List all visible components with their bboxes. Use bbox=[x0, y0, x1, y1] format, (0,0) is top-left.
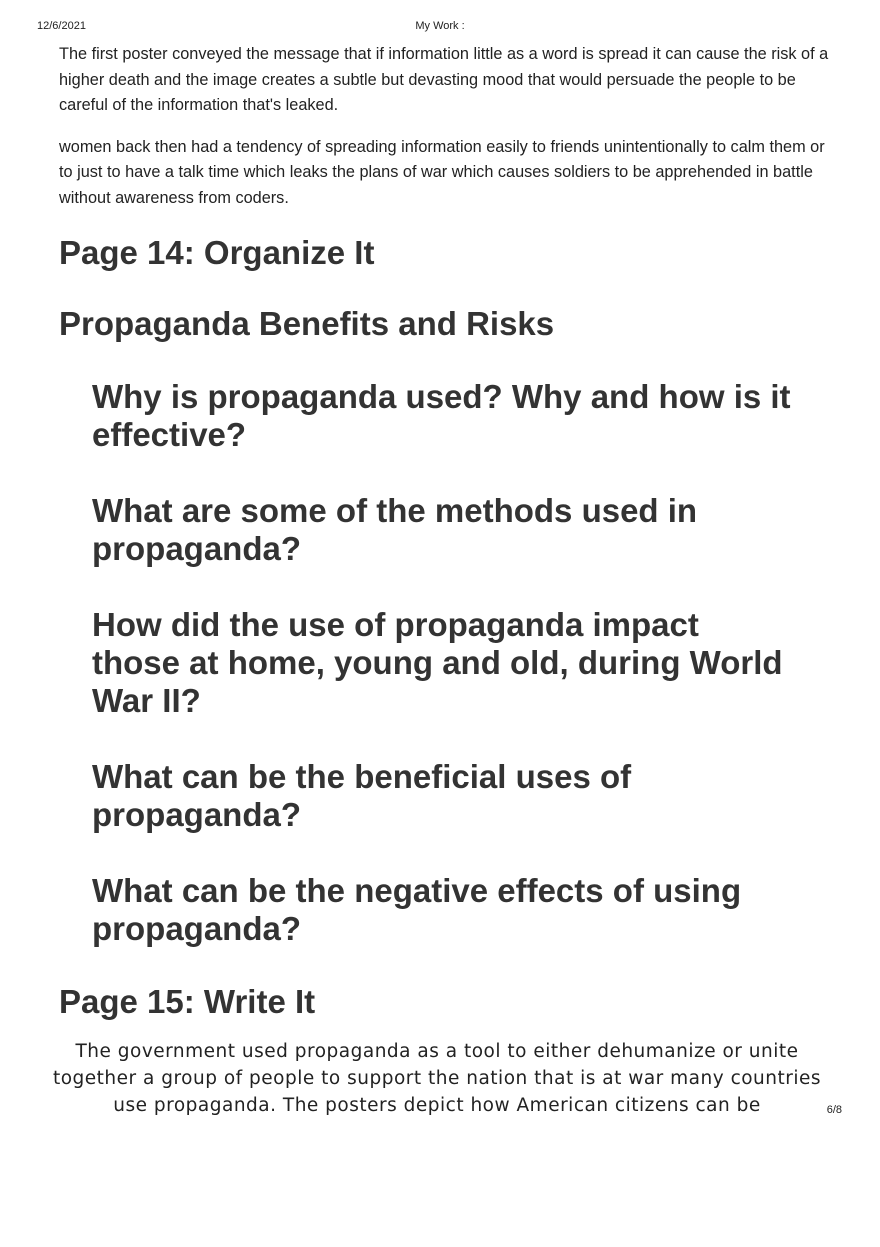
print-date: 12/6/2021 bbox=[37, 20, 86, 32]
heading-page-14: Page 14: Organize It bbox=[59, 234, 375, 271]
heading-benefits-risks: Propaganda Benefits and Risks bbox=[59, 305, 555, 342]
document-content bbox=[52, 42, 829, 1119]
question-why-used: Why is propaganda used? Why and how is it effective? bbox=[92, 378, 791, 453]
question-impact: How did the use of propaganda impact those at home, young and old, during World War II? bbox=[92, 606, 783, 719]
print-header bbox=[0, 20, 880, 36]
essay-text: The government used propaganda as a tool to either dehumanize or unite together a group of people to support the nation that is at war many countries use propaganda. The posters depict how American citizens can be bbox=[52, 1041, 822, 1116]
paragraph-women-information: women back then had a tendency of spreading information easily to friends unintentionally to calm them or to just to have a talk time which leaks the plans of war which causes soldiers to be apprehended in battle without awareness from coders. bbox=[59, 137, 825, 207]
heading-page-15: Page 15: Write It bbox=[59, 983, 316, 1020]
question-beneficial-uses: What can be the beneficial uses of propaganda? bbox=[92, 758, 632, 833]
page-number: 6/8 bbox=[826, 1104, 842, 1116]
question-negative-effects: What can be the negative effects of using propaganda? bbox=[92, 872, 742, 947]
question-methods: What are some of the methods used in propaganda? bbox=[92, 492, 698, 567]
print-title: My Work : bbox=[415, 20, 465, 32]
question-list bbox=[92, 378, 829, 948]
paragraph-poster-message: The first poster conveyed the message that if information little as a word is spread it can cause the risk of a higher death and the image creates a subtle but devasting mood that would persuade the people to be careful of the information that's leaked. bbox=[59, 45, 829, 114]
